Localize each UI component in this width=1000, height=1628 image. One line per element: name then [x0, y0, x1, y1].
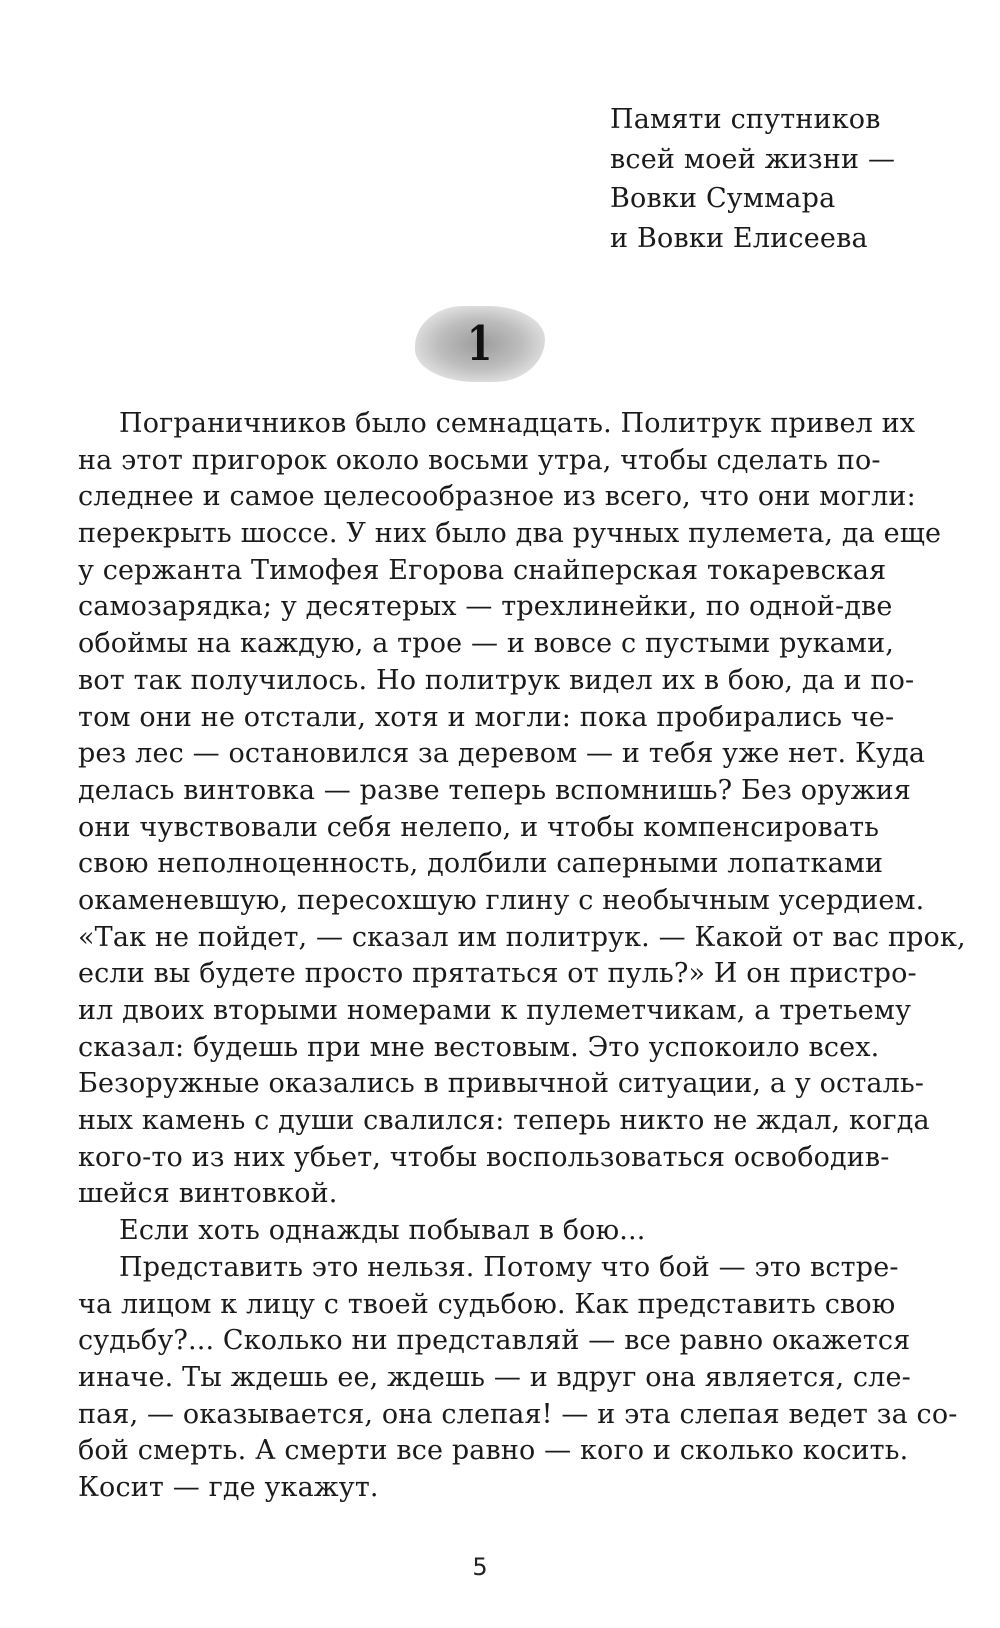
text-line: ных камень с души свалился: теперь никто не ждал, когда: [78, 1105, 930, 1137]
text-line: сказал: будешь при мне вестовым. Это успокоило всех.: [78, 1031, 880, 1063]
text-line: обоймы на каждую, а трое — и вовсе с пустыми руками,: [78, 628, 894, 660]
text-line: Безоружные оказались в привычной ситуации, а у осталь-: [78, 1068, 925, 1100]
text-line: Косит — где укажут.: [78, 1471, 379, 1503]
text-line: перекрыть шоссе. У них было два ручных пулемета, да еще: [78, 518, 942, 550]
epigraph-line: всей моей жизни —: [610, 143, 896, 175]
text-line: судьбу?... Сколько ни представляй — все равно окажется: [78, 1325, 911, 1357]
text-line: ил двоих вторыми номерами к пулеметчикам, а третьему: [78, 995, 912, 1026]
text-line: если вы будете просто прятаться от пуль?» И он пристро-: [78, 958, 917, 990]
text-line: вот так получилось. Но политрук видел их в бою, да и по-: [78, 664, 915, 696]
epigraph-line: Памяти спутников: [610, 104, 881, 135]
text-line: пая, — оказывается, она слепая! — и эта слепая ведет за со-: [78, 1398, 958, 1430]
text-line: ча лицом к лицу с твоей судьбою. Как представить свою: [78, 1288, 896, 1320]
text-line: на этот пригорок около восьми утра, чтобы сделать по-: [78, 444, 881, 476]
text-line: кого-то из них убьет, чтобы воспользоваться освободив-: [78, 1141, 890, 1173]
text-line: рез лес — остановился за деревом — и тебя уже нет. Куда: [78, 738, 926, 770]
text-line: «Так не пойдет, — сказал им политрук. — Какой от вас прок,: [78, 921, 966, 953]
text-line: шейся винтовкой.: [78, 1178, 338, 1210]
text-line: бой смерть. А смерти все равно — кого и сколько косить.: [78, 1435, 909, 1467]
epigraph-line: Вовки Суммара: [610, 183, 836, 214]
text-line: у сержанта Тимофея Егорова снайперская токаревская: [78, 554, 887, 586]
text-line: они чувствовали себя нелепо, и чтобы компенсировать: [78, 811, 880, 843]
epigraph-line: и Вовки Елисеева: [610, 222, 868, 254]
text-line: Представить это нельзя. Потому что бой — это встре-: [119, 1251, 899, 1283]
chapter-number-badge: [415, 306, 545, 382]
text-line: том они не отстали, хотя и могли: пока пробирались че-: [78, 701, 895, 733]
text-line: иначе. Ты ждешь ее, ждешь — и вдруг она является, сле-: [78, 1361, 911, 1393]
text-line: самозарядка; у десятерых — трехлинейки, по одной-две: [78, 591, 893, 623]
page-number: 5: [472, 1553, 488, 1581]
text-line: следнее и самое целесообразное из всего, что они могли:: [78, 481, 916, 513]
text-line: окаменевшую, пересохшую глину с необычным усердием.: [78, 884, 925, 916]
body-text: [78, 406, 978, 1507]
chapter-number: 1: [467, 316, 493, 372]
epigraph: [610, 100, 980, 258]
text-line: делась винтовка — разве теперь вспомнишь? Без оружия: [78, 774, 911, 806]
text-line: Пограничников было семнадцать. Политрук привел их: [119, 408, 916, 439]
text-line: Если хоть однажды побывал в бою...: [119, 1215, 646, 1247]
text-line: свою неполноценность, долбили саперными лопатками: [78, 848, 884, 880]
